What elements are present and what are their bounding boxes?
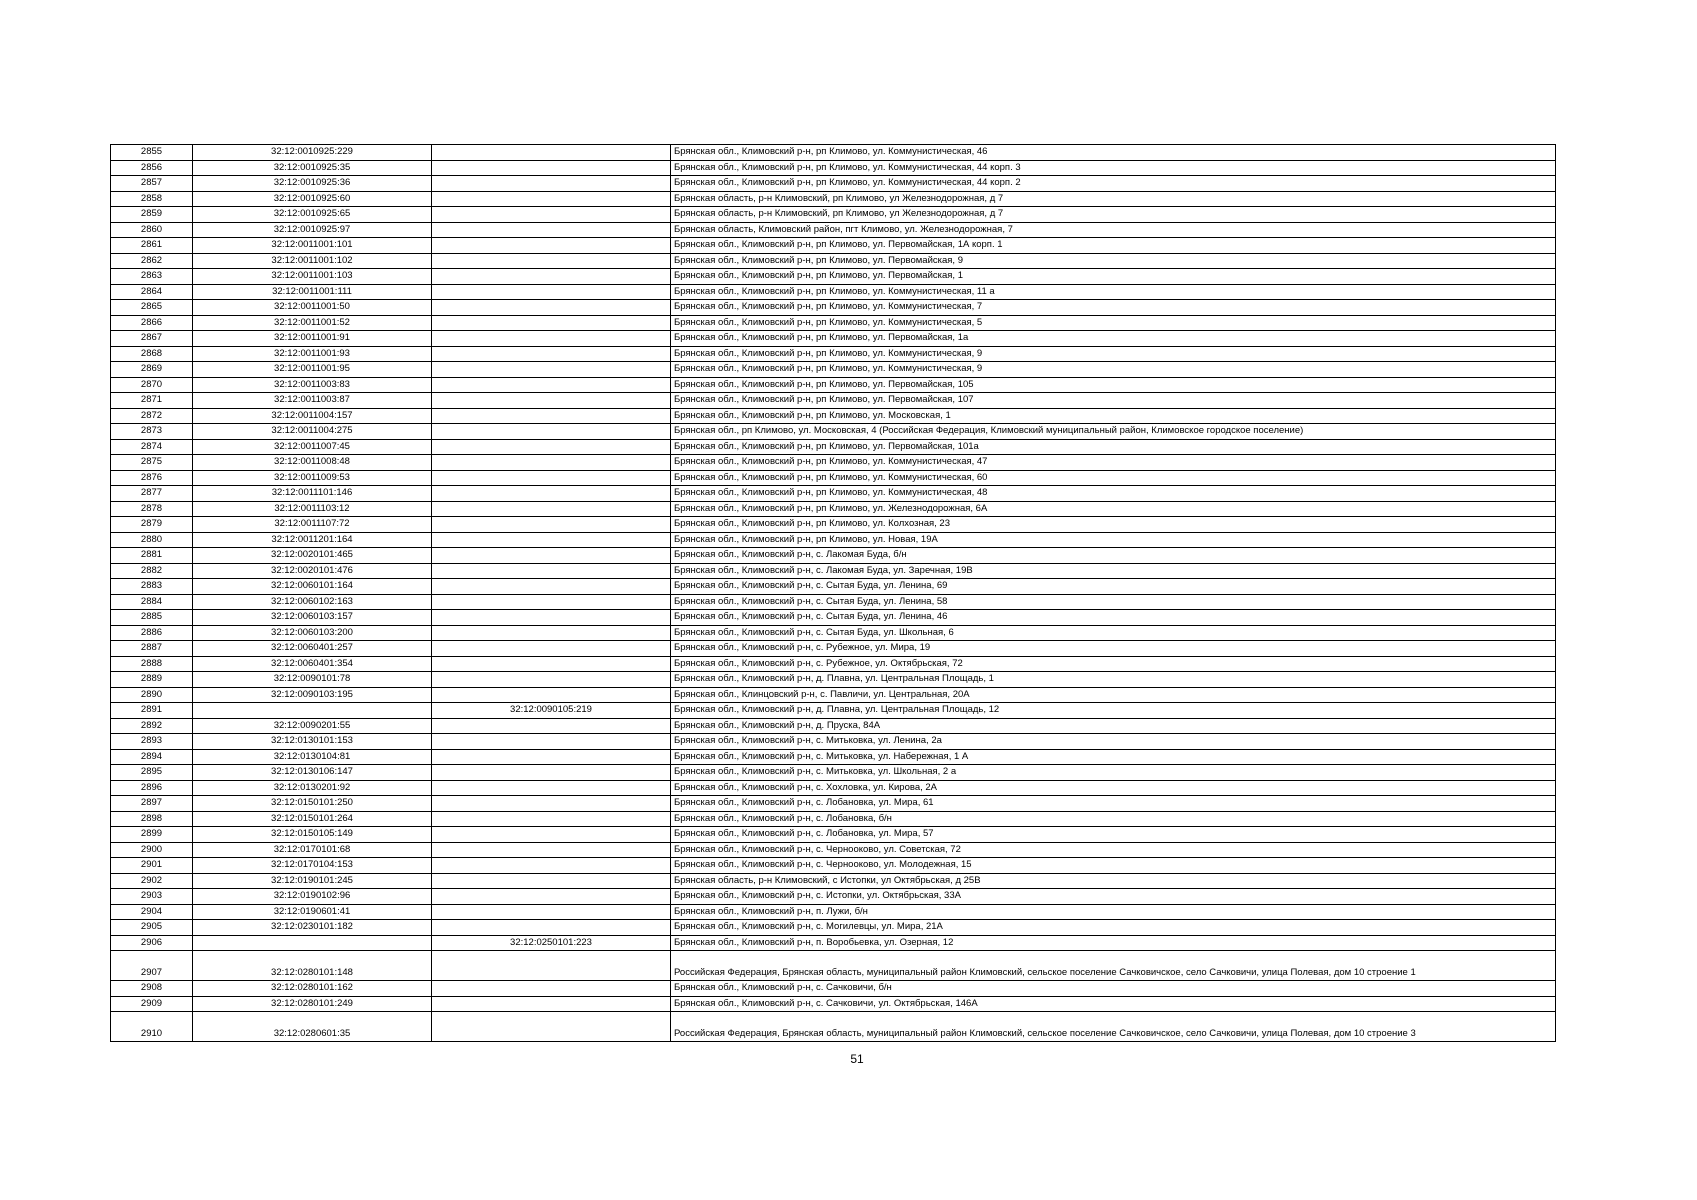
row-number-cell: 2862	[111, 253, 193, 269]
table-row	[111, 315, 1556, 331]
row-number-cell: 2896	[111, 780, 193, 796]
cadastral-number-cell: 32:12:0020101:465	[193, 548, 432, 564]
cadastral-number-cell: 32:12:0010925:35	[193, 160, 432, 176]
row-number-cell: 2909	[111, 996, 193, 1012]
address-cell: Брянская обл., Климовский р-н, рп Климово, ул. Первомайская, 105	[671, 377, 1556, 393]
table-row	[111, 656, 1556, 672]
cadastral-number-cell: 32:12:0011201:164	[193, 532, 432, 548]
row-number-cell: 2889	[111, 672, 193, 688]
cadastral-number-alt-cell	[432, 548, 671, 564]
table-row	[111, 703, 1556, 719]
table-row	[111, 1012, 1556, 1042]
cadastral-number-alt-cell	[432, 222, 671, 238]
row-number-cell: 2906	[111, 935, 193, 951]
row-number-cell: 2870	[111, 377, 193, 393]
cadastral-number-cell: 32:12:0010925:36	[193, 176, 432, 192]
address-cell: Брянская обл., Климовский р-н, с. Истопки, ул. Октябрьская, 33А	[671, 889, 1556, 905]
row-number-cell: 2899	[111, 827, 193, 843]
cadastral-number-alt-cell	[432, 517, 671, 533]
row-number-cell: 2858	[111, 191, 193, 207]
row-number-cell: 2866	[111, 315, 193, 331]
cadastral-number-alt-cell	[432, 579, 671, 595]
cadastral-number-cell: 32:12:0011004:157	[193, 408, 432, 424]
cadastral-number-alt-cell	[432, 284, 671, 300]
row-number-cell: 2888	[111, 656, 193, 672]
address-cell: Брянская обл., Климовский р-н, рп Климово, ул. Коммунистическая, 60	[671, 470, 1556, 486]
cadastral-number-alt-cell	[432, 191, 671, 207]
row-number-cell: 2895	[111, 765, 193, 781]
row-number-cell: 2877	[111, 486, 193, 502]
address-cell: Брянская обл., Климовский р-н, рп Климово, ул. Коммунистическая, 46	[671, 145, 1556, 161]
address-cell: Брянская обл., Климовский р-н, рп Климово, ул. Коммунистическая, 7	[671, 300, 1556, 316]
table-row	[111, 145, 1556, 161]
cadastral-number-cell: 32:12:0010925:229	[193, 145, 432, 161]
cadastral-number-cell: 32:12:0170101:68	[193, 842, 432, 858]
row-number-cell: 2863	[111, 269, 193, 285]
cadastral-number-alt-cell	[432, 253, 671, 269]
address-cell: Брянская область, Климовский район, пгт Климово, ул. Железнодорожная, 7	[671, 222, 1556, 238]
row-number-cell: 2872	[111, 408, 193, 424]
row-number-cell: 2855	[111, 145, 193, 161]
cadastral-number-alt-cell	[432, 687, 671, 703]
table-row	[111, 300, 1556, 316]
address-cell: Брянская обл., Климовский р-н, рп Климово, ул. Коммунистическая, 9	[671, 362, 1556, 378]
table-row	[111, 176, 1556, 192]
cadastral-number-cell: 32:12:0090101:78	[193, 672, 432, 688]
row-number-cell: 2891	[111, 703, 193, 719]
table-row	[111, 501, 1556, 517]
cadastral-number-alt-cell	[432, 842, 671, 858]
address-cell: Брянская обл., Климовский р-н, п. Воробьевка, ул. Озерная, 12	[671, 935, 1556, 951]
cadastral-number-alt-cell	[432, 780, 671, 796]
cadastral-number-cell: 32:12:0010925:65	[193, 207, 432, 223]
row-number-cell: 2865	[111, 300, 193, 316]
cadastral-number-alt-cell	[432, 501, 671, 517]
table-row	[111, 842, 1556, 858]
table-row	[111, 548, 1556, 564]
address-cell: Брянская обл., Климовский р-н, с. Чернооково, ул. Советская, 72	[671, 842, 1556, 858]
table-row	[111, 517, 1556, 533]
row-number-cell: 2892	[111, 718, 193, 734]
table-row	[111, 734, 1556, 750]
row-number-cell: 2898	[111, 811, 193, 827]
table-row	[111, 269, 1556, 285]
row-number-cell: 2869	[111, 362, 193, 378]
address-cell: Российская Федерация, Брянская область, муниципальный район Климовский, сельское поселение Сачковичское, село Сачковичи, улица Полевая, дом 10 строение 3	[671, 1012, 1556, 1042]
address-cell: Брянская обл., Климовский р-н, рп Климово, ул. Коммунистическая, 48	[671, 486, 1556, 502]
cadastral-number-cell: 32:12:0011107:72	[193, 517, 432, 533]
row-number-cell: 2859	[111, 207, 193, 223]
table-row	[111, 858, 1556, 874]
table-row	[111, 362, 1556, 378]
table-row	[111, 873, 1556, 889]
cadastral-number-cell: 32:12:0130101:153	[193, 734, 432, 750]
cadastral-number-alt-cell	[432, 641, 671, 657]
table-row	[111, 780, 1556, 796]
table-row	[111, 455, 1556, 471]
cadastral-number-alt-cell	[432, 145, 671, 161]
row-number-cell: 2907	[111, 951, 193, 981]
cadastral-number-cell	[193, 703, 432, 719]
cadastral-number-cell: 32:12:0130106:147	[193, 765, 432, 781]
row-number-cell: 2894	[111, 749, 193, 765]
cadastral-number-alt-cell	[432, 362, 671, 378]
table-row	[111, 377, 1556, 393]
row-number-cell: 2897	[111, 796, 193, 812]
table-row	[111, 284, 1556, 300]
cadastral-number-cell: 32:12:0011001:111	[193, 284, 432, 300]
cadastral-number-alt-cell	[432, 455, 671, 471]
row-number-cell: 2908	[111, 981, 193, 997]
cadastral-number-alt-cell	[432, 920, 671, 936]
cadastral-number-cell: 32:12:0280601:35	[193, 1012, 432, 1042]
cadastral-number-alt-cell	[432, 811, 671, 827]
cadastral-number-alt-cell	[432, 858, 671, 874]
table-row	[111, 594, 1556, 610]
cadastral-number-alt-cell	[432, 889, 671, 905]
address-cell: Брянская область, р-н Климовский, рп Климово, ул Железнодорожная, д 7	[671, 207, 1556, 223]
address-cell: Брянская обл., Климовский р-н, рп Климово, ул. Коммунистическая, 44 корп. 2	[671, 176, 1556, 192]
cadastral-number-cell: 32:12:0060103:200	[193, 625, 432, 641]
address-cell: Брянская область, р-н Климовский, рп Климово, ул Железнодорожная, д 7	[671, 191, 1556, 207]
row-number-cell: 2885	[111, 610, 193, 626]
address-cell: Брянская обл., Климовский р-н, рп Климово, ул. Коммунистическая, 11 а	[671, 284, 1556, 300]
table-row	[111, 160, 1556, 176]
cadastral-number-alt-cell	[432, 734, 671, 750]
cadastral-number-cell: 32:12:0011001:93	[193, 346, 432, 362]
cadastral-number-cell: 32:12:0060102:163	[193, 594, 432, 610]
table-row	[111, 796, 1556, 812]
cadastral-number-alt-cell	[432, 765, 671, 781]
cadastral-number-cell: 32:12:0011001:95	[193, 362, 432, 378]
address-cell: Брянская обл., Климовский р-н, с. Сытая Буда, ул. Ленина, 46	[671, 610, 1556, 626]
table-row	[111, 331, 1556, 347]
table-row	[111, 981, 1556, 997]
row-number-cell: 2883	[111, 579, 193, 595]
row-number-cell: 2900	[111, 842, 193, 858]
cadastral-number-cell: 32:12:0090201:55	[193, 718, 432, 734]
cadastral-number-cell: 32:12:0011101:146	[193, 486, 432, 502]
cadastral-number-alt-cell	[432, 207, 671, 223]
row-number-cell: 2886	[111, 625, 193, 641]
cadastral-number-cell: 32:12:0090103:195	[193, 687, 432, 703]
address-cell: Брянская обл., Климовский р-н, с. Сачковичи, ул. Октябрьская, 146А	[671, 996, 1556, 1012]
cadastral-number-alt-cell	[432, 470, 671, 486]
cadastral-number-alt-cell	[432, 393, 671, 409]
cadastral-number-alt-cell	[432, 377, 671, 393]
cadastral-number-alt-cell	[432, 269, 671, 285]
row-number-cell: 2857	[111, 176, 193, 192]
row-number-cell: 2882	[111, 563, 193, 579]
table-row	[111, 625, 1556, 641]
address-cell: Российская Федерация, Брянская область, муниципальный район Климовский, сельское поселение Сачковичское, село Сачковичи, улица Полевая, дом 10 строение 1	[671, 951, 1556, 981]
row-number-cell: 2887	[111, 641, 193, 657]
address-cell: Брянская обл., Климовский р-н, рп Климово, ул. Коммунистическая, 44 корп. 3	[671, 160, 1556, 176]
cadastral-number-cell: 32:12:0170104:153	[193, 858, 432, 874]
cadastral-number-alt-cell	[432, 981, 671, 997]
address-cell: Брянская обл., Климовский р-н, с. Митьковка, ул. Ленина, 2а	[671, 734, 1556, 750]
table-row	[111, 439, 1556, 455]
address-cell: Брянская обл., Климовский р-н, рп Климово, ул. Московская, 1	[671, 408, 1556, 424]
address-cell: Брянская обл., Климовский р-н, с. Сачковичи, б/н	[671, 981, 1556, 997]
row-number-cell: 2902	[111, 873, 193, 889]
table-row	[111, 904, 1556, 920]
address-cell: Брянская обл., Климовский р-н, рп Климово, ул. Первомайская, 101а	[671, 439, 1556, 455]
table-row	[111, 532, 1556, 548]
cadastral-number-alt-cell	[432, 300, 671, 316]
table-row	[111, 687, 1556, 703]
table-row	[111, 672, 1556, 688]
row-number-cell: 2867	[111, 331, 193, 347]
address-cell: Брянская обл., Климовский р-н, рп Климово, ул. Коммунистическая, 47	[671, 455, 1556, 471]
row-number-cell: 2860	[111, 222, 193, 238]
cadastral-number-cell: 32:12:0011009:53	[193, 470, 432, 486]
cadastral-number-cell: 32:12:0011001:91	[193, 331, 432, 347]
address-cell: Брянская обл., Климовский р-н, рп Климово, ул. Железнодорожная, 6А	[671, 501, 1556, 517]
cadastral-number-alt-cell	[432, 532, 671, 548]
cadastral-number-cell: 32:12:0011001:52	[193, 315, 432, 331]
cadastral-number-cell: 32:12:0010925:97	[193, 222, 432, 238]
row-number-cell: 2861	[111, 238, 193, 254]
cadastral-number-cell: 32:12:0130201:92	[193, 780, 432, 796]
cadastral-number-alt-cell	[432, 873, 671, 889]
cadastral-number-cell: 32:12:0011001:101	[193, 238, 432, 254]
cadastral-number-alt-cell	[432, 749, 671, 765]
address-cell: Брянская обл., Климовский р-н, с. Митьковка, ул. Набережная, 1 А	[671, 749, 1556, 765]
table-row	[111, 222, 1556, 238]
address-cell: Брянская обл., Климовский р-н, с. Хохловка, ул. Кирова, 2А	[671, 780, 1556, 796]
cadastral-number-cell: 32:12:0011001:103	[193, 269, 432, 285]
cadastral-number-cell: 32:12:0150101:264	[193, 811, 432, 827]
address-cell: Брянская обл., Климовский р-н, с. Лобановка, ул. Мира, 61	[671, 796, 1556, 812]
address-cell: Брянская обл., Климовский р-н, рп Климово, ул. Коммунистическая, 9	[671, 346, 1556, 362]
cadastral-number-cell: 32:12:0011008:48	[193, 455, 432, 471]
table-row	[111, 718, 1556, 734]
cadastral-number-cell: 32:12:0011003:83	[193, 377, 432, 393]
row-number-cell: 2873	[111, 424, 193, 440]
row-number-cell: 2876	[111, 470, 193, 486]
row-number-cell: 2901	[111, 858, 193, 874]
table-row	[111, 811, 1556, 827]
cadastral-number-cell: 32:12:0190102:96	[193, 889, 432, 905]
table-row	[111, 610, 1556, 626]
table-row	[111, 408, 1556, 424]
cadastral-number-alt-cell	[432, 346, 671, 362]
cadastral-number-cell: 32:12:0280101:249	[193, 996, 432, 1012]
address-cell: Брянская обл., Климовский р-н, рп Климово, ул. Новая, 19А	[671, 532, 1556, 548]
table-row	[111, 346, 1556, 362]
table-row	[111, 889, 1556, 905]
table-row	[111, 827, 1556, 843]
cadastral-number-cell	[193, 935, 432, 951]
cadastral-number-cell: 32:12:0280101:162	[193, 981, 432, 997]
address-cell: Брянская обл., Климовский р-н, с. Митьковка, ул. Школьная, 2 а	[671, 765, 1556, 781]
table-row	[111, 393, 1556, 409]
row-number-cell: 2868	[111, 346, 193, 362]
table-row	[111, 765, 1556, 781]
table-row	[111, 207, 1556, 223]
cadastral-number-cell: 32:12:0011007:45	[193, 439, 432, 455]
address-cell: Брянская обл., Климовский р-н, с. Могилевцы, ул. Мира, 21А	[671, 920, 1556, 936]
table-row	[111, 253, 1556, 269]
cadastral-number-cell: 32:12:0230101:182	[193, 920, 432, 936]
address-cell: Брянская обл., Климовский р-н, с. Лобановка, ул. Мира, 57	[671, 827, 1556, 843]
address-cell: Брянская обл., Климовский р-н, д. Пруска, 84А	[671, 718, 1556, 734]
cadastral-number-alt-cell	[432, 996, 671, 1012]
row-number-cell: 2903	[111, 889, 193, 905]
row-number-cell: 2890	[111, 687, 193, 703]
cadastral-number-cell: 32:12:0060401:257	[193, 641, 432, 657]
cadastral-number-cell: 32:12:0011003:87	[193, 393, 432, 409]
cadastral-number-alt-cell	[432, 594, 671, 610]
cadastral-number-cell: 32:12:0280101:148	[193, 951, 432, 981]
row-number-cell: 2910	[111, 1012, 193, 1042]
cadastral-number-alt-cell	[432, 424, 671, 440]
cadastral-number-alt-cell	[432, 951, 671, 981]
address-cell: Брянская обл., Климовский р-н, рп Климово, ул. Колхозная, 23	[671, 517, 1556, 533]
cadastral-number-alt-cell	[432, 160, 671, 176]
cadastral-number-cell: 32:12:0150101:250	[193, 796, 432, 812]
address-cell: Брянская обл., Климовский р-н, с. Лакомая Буда, б/н	[671, 548, 1556, 564]
cadastral-number-alt-cell	[432, 439, 671, 455]
cadastral-number-cell: 32:12:0060103:157	[193, 610, 432, 626]
table-row	[111, 749, 1556, 765]
cadastral-number-cell: 32:12:0060401:354	[193, 656, 432, 672]
cadastral-number-cell: 32:12:0020101:476	[193, 563, 432, 579]
cadastral-number-cell: 32:12:0011001:50	[193, 300, 432, 316]
row-number-cell: 2881	[111, 548, 193, 564]
table-row	[111, 563, 1556, 579]
cadastral-number-alt-cell: 32:12:0250101:223	[432, 935, 671, 951]
cadastral-number-alt-cell: 32:12:0090105:219	[432, 703, 671, 719]
address-cell: Брянская обл., Климовский р-н, рп Климово, ул. Первомайская, 107	[671, 393, 1556, 409]
cadastral-number-alt-cell	[432, 625, 671, 641]
cadastral-number-alt-cell	[432, 315, 671, 331]
table-body	[111, 145, 1556, 1042]
address-cell: Брянская обл., Климовский р-н, д. Плавна, ул. Центральная Площадь, 12	[671, 703, 1556, 719]
row-number-cell: 2879	[111, 517, 193, 533]
address-cell: Брянская обл., Клинцовский р-н, с. Павличи, ул. Центральная, 20А	[671, 687, 1556, 703]
address-cell: Брянская обл., Климовский р-н, с. Чернооково, ул. Молодежная, 15	[671, 858, 1556, 874]
table-row	[111, 470, 1556, 486]
row-number-cell: 2880	[111, 532, 193, 548]
row-number-cell: 2904	[111, 904, 193, 920]
row-number-cell: 2864	[111, 284, 193, 300]
address-cell: Брянская обл., Климовский р-н, с. Сытая Буда, ул. Ленина, 58	[671, 594, 1556, 610]
cadastral-number-alt-cell	[432, 486, 671, 502]
table-row	[111, 424, 1556, 440]
cadastral-number-alt-cell	[432, 904, 671, 920]
cadastral-number-alt-cell	[432, 176, 671, 192]
address-cell: Брянская обл., Климовский р-н, с. Лакомая Буда, ул. Заречная, 19В	[671, 563, 1556, 579]
row-number-cell: 2875	[111, 455, 193, 471]
address-cell: Брянская обл., Климовский р-н, рп Климово, ул. Коммунистическая, 5	[671, 315, 1556, 331]
row-number-cell: 2884	[111, 594, 193, 610]
cadastral-number-cell: 32:12:0060101:164	[193, 579, 432, 595]
cadastral-number-cell: 32:12:0011004:275	[193, 424, 432, 440]
cadastral-number-alt-cell	[432, 610, 671, 626]
row-number-cell: 2878	[111, 501, 193, 517]
address-cell: Брянская обл., Климовский р-н, с. Сытая Буда, ул. Школьная, 6	[671, 625, 1556, 641]
cadastral-number-cell: 32:12:0011001:102	[193, 253, 432, 269]
table-row	[111, 935, 1556, 951]
address-cell: Брянская обл., Климовский р-н, рп Климово, ул. Первомайская, 9	[671, 253, 1556, 269]
cadastral-number-cell: 32:12:0150105:149	[193, 827, 432, 843]
cadastral-number-alt-cell	[432, 563, 671, 579]
table-row	[111, 951, 1556, 981]
cadastral-number-alt-cell	[432, 1012, 671, 1042]
address-cell: Брянская обл., Климовский р-н, рп Климово, ул. Первомайская, 1А корп. 1	[671, 238, 1556, 254]
cadastral-number-alt-cell	[432, 408, 671, 424]
address-cell: Брянская область, р-н Климовский, с Истопки, ул Октябрьская, д 25В	[671, 873, 1556, 889]
cadastral-number-cell: 32:12:0010925:60	[193, 191, 432, 207]
cadastral-number-alt-cell	[432, 827, 671, 843]
address-cell: Брянская обл., Климовский р-н, рп Климово, ул. Первомайская, 1а	[671, 331, 1556, 347]
registry-table	[110, 144, 1556, 1042]
address-cell: Брянская обл., Климовский р-н, п. Лужи, б/н	[671, 904, 1556, 920]
row-number-cell: 2874	[111, 439, 193, 455]
cadastral-number-alt-cell	[432, 672, 671, 688]
address-cell: Брянская обл., Климовский р-н, рп Климово, ул. Первомайская, 1	[671, 269, 1556, 285]
address-cell: Брянская обл., Климовский р-н, д. Плавна, ул. Центральная Площадь, 1	[671, 672, 1556, 688]
page-number: 51	[850, 1052, 864, 1066]
table-row	[111, 486, 1556, 502]
cadastral-number-alt-cell	[432, 796, 671, 812]
table-row	[111, 920, 1556, 936]
cadastral-number-alt-cell	[432, 238, 671, 254]
address-cell: Брянская обл., Климовский р-н, с. Лобановка, б/н	[671, 811, 1556, 827]
address-cell: Брянская обл., рп Климово, ул. Московская, 4 (Российская Федерация, Климовский муниципальный район, Климовское городское поселение)	[671, 424, 1556, 440]
table-row	[111, 641, 1556, 657]
address-cell: Брянская обл., Климовский р-н, с. Рубежное, ул. Октябрьская, 72	[671, 656, 1556, 672]
row-number-cell: 2871	[111, 393, 193, 409]
row-number-cell: 2905	[111, 920, 193, 936]
cadastral-number-cell: 32:12:0190601:41	[193, 904, 432, 920]
cadastral-number-alt-cell	[432, 656, 671, 672]
row-number-cell: 2893	[111, 734, 193, 750]
address-cell: Брянская обл., Климовский р-н, с. Сытая Буда, ул. Ленина, 69	[671, 579, 1556, 595]
cadastral-number-alt-cell	[432, 718, 671, 734]
cadastral-number-cell: 32:12:0011103:12	[193, 501, 432, 517]
cadastral-number-cell: 32:12:0130104:81	[193, 749, 432, 765]
row-number-cell: 2856	[111, 160, 193, 176]
table-row	[111, 238, 1556, 254]
cadastral-number-cell: 32:12:0190101:245	[193, 873, 432, 889]
table-row	[111, 996, 1556, 1012]
table-row	[111, 579, 1556, 595]
address-cell: Брянская обл., Климовский р-н, с. Рубежное, ул. Мира, 19	[671, 641, 1556, 657]
cadastral-number-alt-cell	[432, 331, 671, 347]
table-row	[111, 191, 1556, 207]
